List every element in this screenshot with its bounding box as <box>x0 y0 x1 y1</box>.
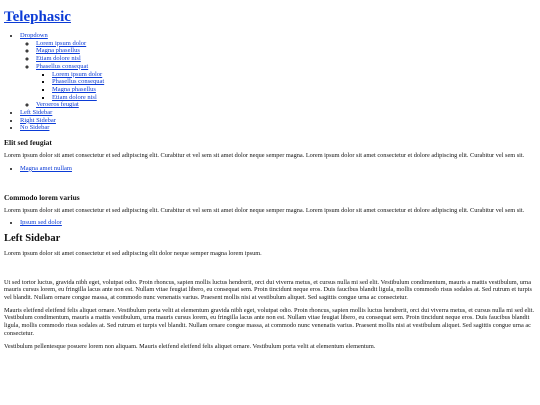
submenu-link-magna-phasellus[interactable]: Magna phasellus <box>36 47 80 55</box>
submenu-link-veroeros-feugiat[interactable]: Veroeros feugiat <box>36 101 79 109</box>
nested-link-magna-phasellus[interactable]: Magna phasellus <box>52 85 96 93</box>
section-link-item <box>20 219 536 227</box>
main-paragraph: Vestibulum pellentesque posuere lorem non aliquam. Mauris eleifend eleifend felis aliquet ornare. Vestibulum porta velit at elementum elementum. <box>4 342 376 350</box>
main-nav <box>4 32 536 132</box>
nav-dropdown-link[interactable]: Dropdown <box>20 32 48 39</box>
section-text: Lorem ipsum dolor sit amet consectetur et sed adipiscing elit. Curabitur et vel sem sit amet dolor neque semper magna. Lorem ipsum dolor sit amet consectetur et dolore adipiscing elit. Curabitur vel sem sit. <box>4 206 525 214</box>
magna-amet-nullam-link[interactable]: Magna amet nullam <box>20 164 72 172</box>
nav-left-sidebar-link[interactable]: Left Sidebar <box>20 109 53 117</box>
submenu-item <box>36 63 536 102</box>
ipsum-sed-dolor-link[interactable]: Ipsum sed dolor <box>20 219 62 227</box>
section-heading-commodo-lorem-varius: Commodo lorem varius <box>4 192 80 202</box>
nested-submenu-item <box>52 71 536 79</box>
main-intro: Lorem ipsum dolor sit amet consectetur et sed adipiscing elit dolor neque semper magna lorem ipsum. <box>4 249 262 257</box>
nested-submenu-item <box>52 78 536 86</box>
submenu-link-phasellus-consequat[interactable]: Phasellus consequat <box>36 62 89 70</box>
nested-link-lorem-ipsum-dolor[interactable]: Lorem ipsum dolor <box>52 70 103 78</box>
spacer <box>4 263 536 279</box>
main-heading-left-sidebar: Left Sidebar <box>4 232 61 244</box>
nav-right-sidebar-link[interactable]: Right Sidebar <box>20 116 56 124</box>
nav-item-right-sidebar <box>20 117 536 125</box>
site-title <box>4 8 536 26</box>
section-text: Lorem ipsum dolor sit amet consectetur et sed adipiscing elit. Curabitur et vel sem sit amet dolor neque semper magna. Lorem ipsum dolor sit amet consectetur et dolore adipiscing elit. Curabitur vel sem sit. <box>4 152 525 160</box>
nav-no-sidebar-link[interactable]: No Sidebar <box>20 124 50 132</box>
submenu-item <box>36 55 536 63</box>
nav-item-left-sidebar <box>20 109 536 117</box>
section-link-item <box>20 165 536 173</box>
nested-submenu-item <box>52 86 536 94</box>
nested-link-etiam-dolore-nisl[interactable]: Etiam dolore nisl <box>52 93 97 101</box>
site-title-link[interactable]: Telephasic <box>4 9 71 25</box>
submenu-item <box>36 47 536 55</box>
main-paragraph: Mauris eleifend eleifend felis aliquet ornare. Vestibulum porta velit at elementum gravida nibh eget, volutpat odio. Proin rhoncus, sapien mollis luctus hendrerit, orci dui viverra metus, et cursus nulla mi sed elit. Vestibulum condimentum, mauris a mattis vestibulum, urna mauris cursus lorem, eu fringilla lacus ante non est. Nullam vitae feugiat libero, eu consequat sem. Proin tincidunt neque eros. Duis faucibus blandit ligula, mollis commodo risus sodales at. Sed rutrum et turpis vel blandit. Nullam ornare congue massa, at commodo nunc venenatis varius. Praesent mollis nisi at vestibulum aliquet. Sed sagittis congue urna ac consectetur. <box>4 306 535 337</box>
nested-submenu-item <box>52 94 536 102</box>
nav-item-no-sidebar <box>20 124 536 132</box>
nested-link-phasellus-consequat[interactable]: Phasellus consequat <box>52 78 105 86</box>
section-heading-elit-sed-feugiat: Elit sed feugiat <box>4 138 52 148</box>
page <box>4 0 536 355</box>
submenu-link-lorem-ipsum-dolor[interactable]: Lorem ipsum dolor <box>36 39 87 47</box>
nav-item-dropdown <box>20 32 536 109</box>
spacer <box>4 177 536 187</box>
submenu-link-etiam-dolore-nisl[interactable]: Etiam dolore nisl <box>36 55 81 63</box>
dropdown-submenu <box>20 40 536 109</box>
section-links <box>4 219 536 227</box>
main-paragraph: Ut sed tortor luctus, gravida nibh eget, volutpat odio. Proin rhoncus, sapien mollis luctus hendrerit, orci dui viverra metus, et cursus nulla mi sed elit. Vestibulum condimentum, mauris a mattis vestibulum, urna mauris cursus lorem, eu fringilla lacus ante non est. Nullam vitae feugiat libero, eu consequat sem. Proin tincidunt neque eros. Duis faucibus blandit ligula, mollis commodo risus sodales at. Sed rutrum et turpis vel blandit. Nullam ornare congue massa, at commodo nunc venenatis varius. Praesent mollis nisi at vestibulum aliquet. Sed sagittis congue urna ac consectetur. <box>4 278 532 302</box>
submenu-item <box>36 40 536 48</box>
section-links <box>4 165 536 173</box>
nested-submenu <box>36 71 536 102</box>
submenu-item <box>36 101 536 109</box>
